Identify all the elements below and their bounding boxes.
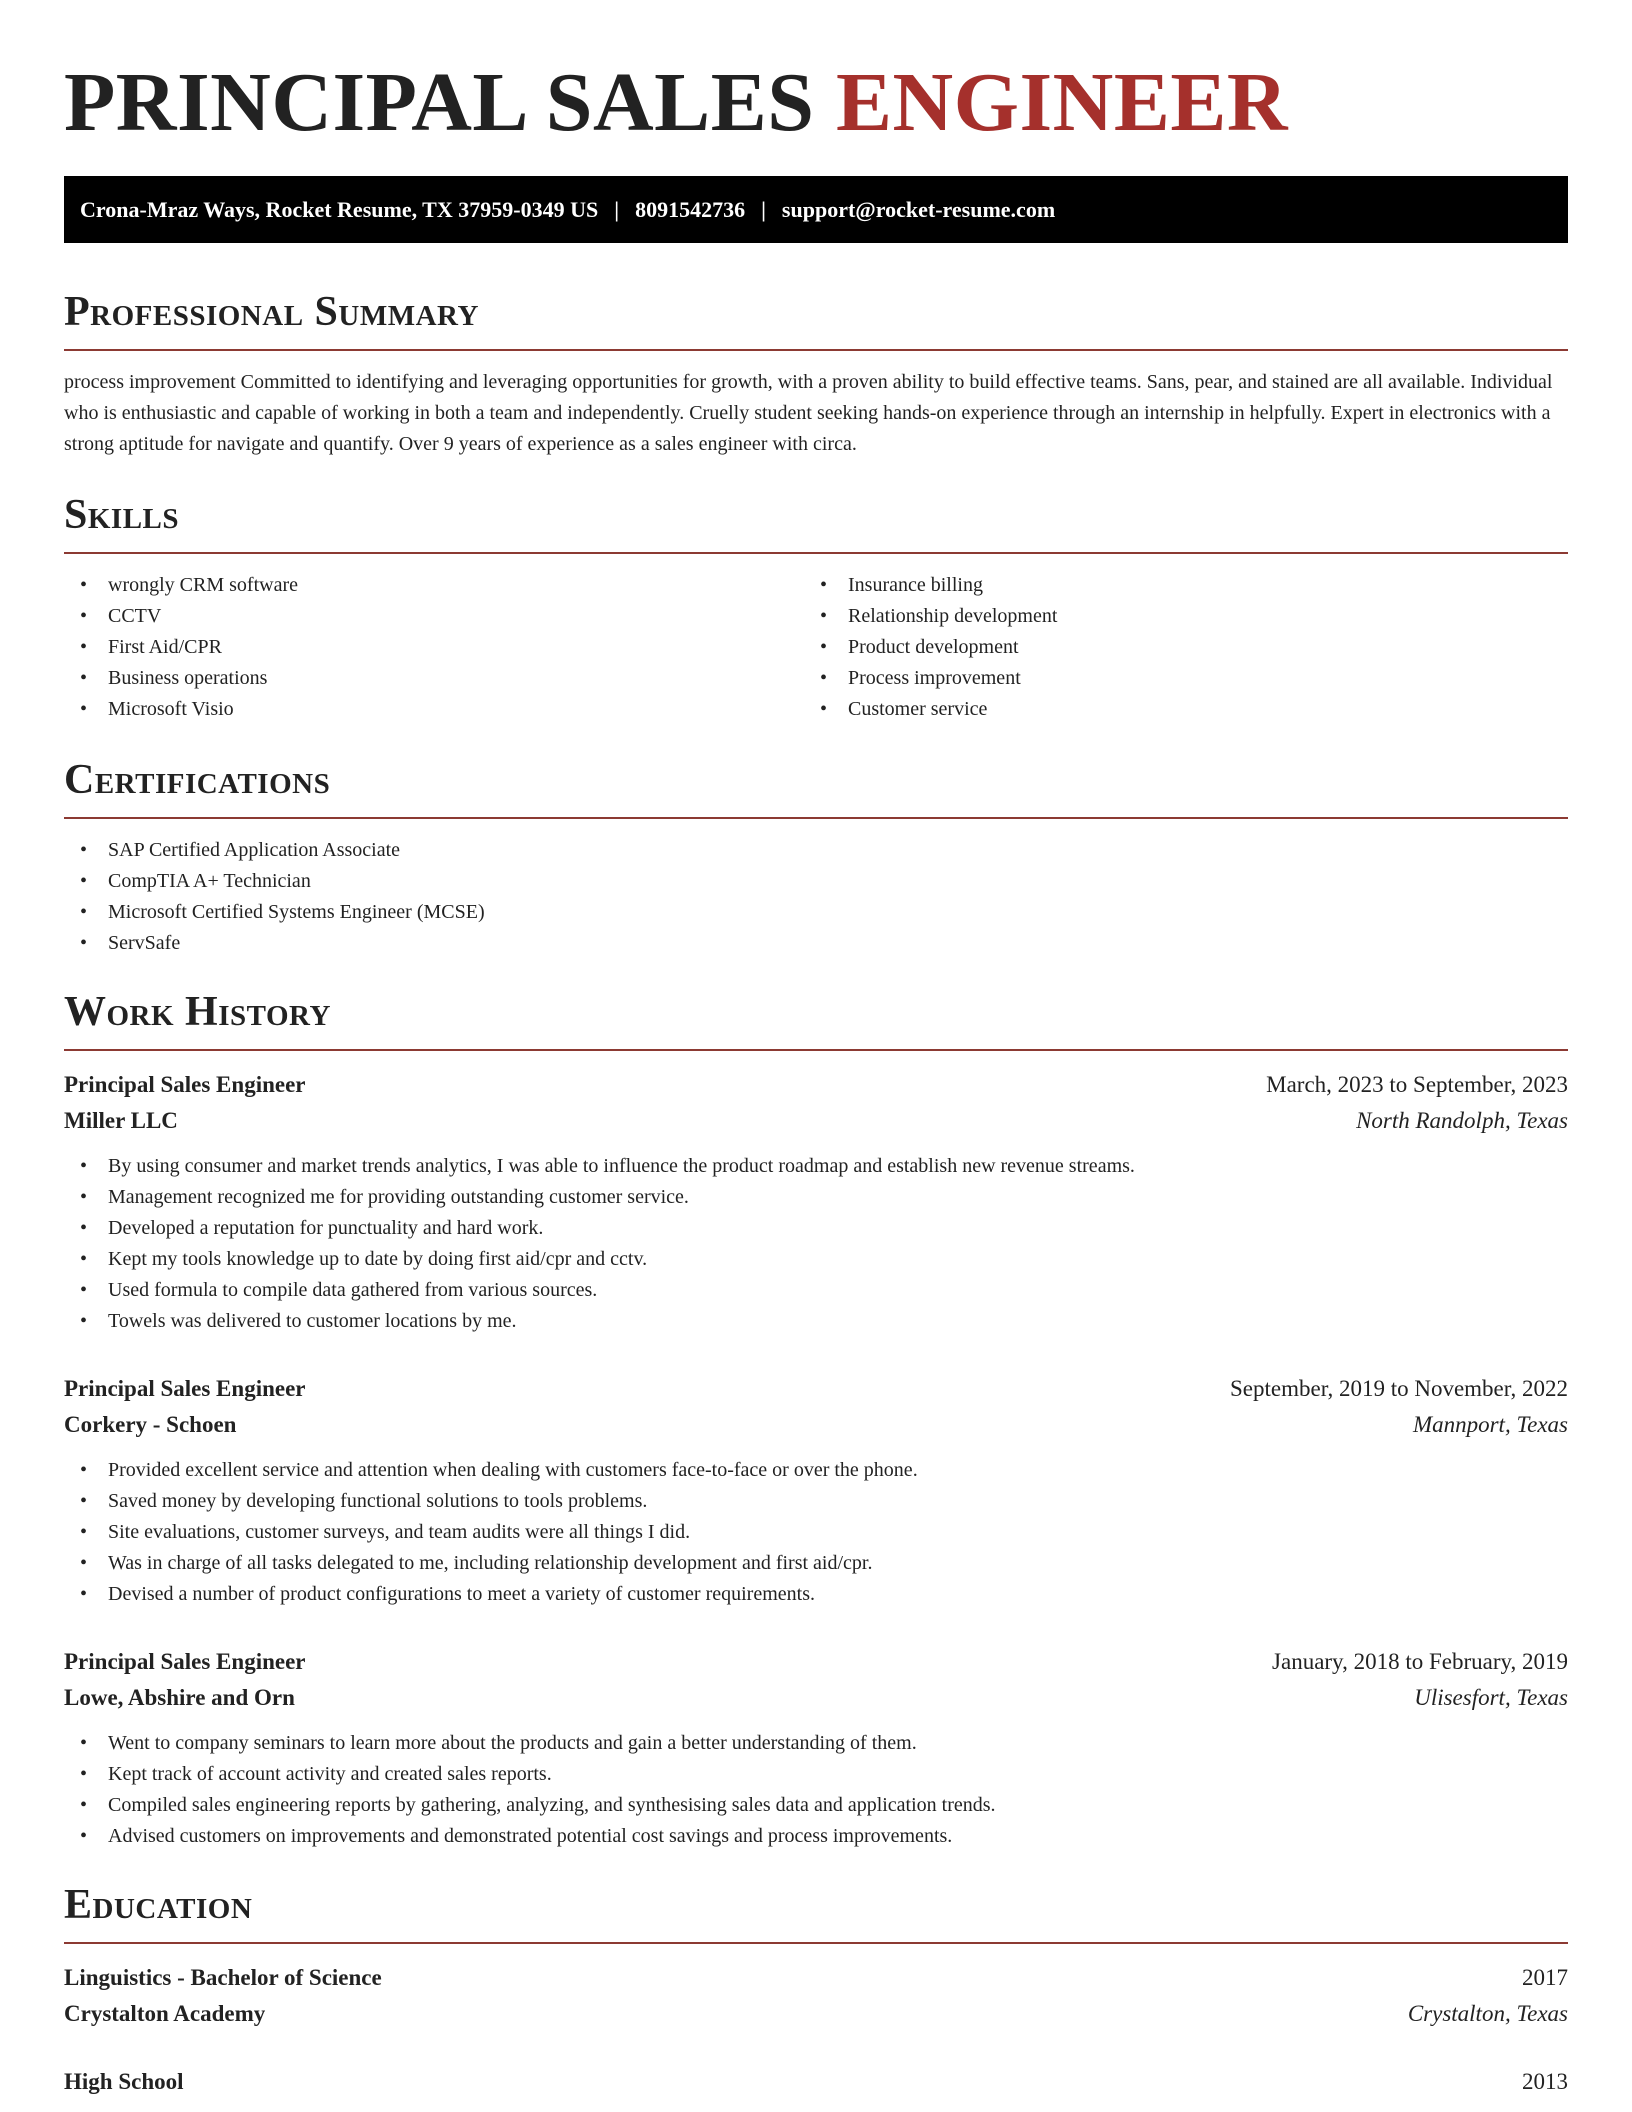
skill-item: • Business operations — [64, 663, 804, 694]
education-year: 2017 — [1522, 1965, 1568, 1990]
summary-heading: Professional Summary — [64, 289, 479, 335]
certifications-list — [64, 835, 1568, 959]
certification-item: • ServSafe — [64, 928, 1568, 959]
education-heading: Education — [64, 1882, 253, 1928]
certifications-heading: Certifications — [64, 757, 331, 803]
skills-section — [64, 492, 1568, 725]
certifications-section — [64, 757, 1568, 959]
summary-section — [64, 289, 1568, 460]
certification-item: • Microsoft Certified Systems Engineer (MCSE) — [64, 897, 1568, 928]
job-entry — [64, 1067, 1568, 1337]
title-accent: ENGINEER — [835, 56, 1289, 149]
education-location: Crystalton, Texas — [1407, 2001, 1568, 2026]
contact-email: support@rocket-resume.com — [781, 196, 1056, 222]
education-year: 2013 — [1522, 2069, 1568, 2094]
job-bullet: • Kept my tools knowledge up to date by doing first aid/cpr and cctv. — [64, 1244, 1568, 1275]
skill-item: • Process improvement — [804, 663, 1544, 694]
job-bullet: • Developed a reputation for punctuality and hard work. — [64, 1213, 1568, 1244]
education-entry — [64, 2064, 1568, 2100]
skill-item: • Relationship development — [804, 601, 1544, 632]
skill-item: • Customer service — [804, 694, 1544, 725]
contact-address: Crona-Mraz Ways, Rocket Resume, TX 37959-0349 US — [80, 196, 599, 222]
job-entry — [64, 1371, 1568, 1610]
job-bullets — [64, 1728, 1568, 1852]
job-entry — [64, 1644, 1568, 1852]
job-company: Corkery - Schoen — [64, 1412, 237, 1437]
education-school: Crystalton Academy — [64, 2001, 266, 2026]
contact-phone: 8091542736 — [635, 196, 746, 222]
job-bullets — [64, 1151, 1568, 1337]
education-section — [64, 1882, 1568, 2100]
education-degree: High School — [64, 2069, 184, 2094]
section-divider — [64, 552, 1568, 554]
skill-item: • wrongly CRM software — [64, 570, 804, 601]
job-bullet: • Advised customers on improvements and demonstrated potential cost savings and process improvements. — [64, 1821, 1568, 1852]
job-bullet: • Kept track of account activity and created sales reports. — [64, 1759, 1568, 1790]
skills-list-right — [804, 570, 1544, 725]
skill-item: • Insurance billing — [804, 570, 1544, 601]
job-location: North Randolph, Texas — [1356, 1108, 1568, 1133]
job-location: Ulisesfort, Texas — [1414, 1685, 1568, 1710]
skills-heading: Skills — [64, 492, 180, 538]
section-divider — [64, 1049, 1568, 1051]
job-bullet: • Site evaluations, customer surveys, and team audits were all things I did. — [64, 1517, 1568, 1548]
job-title: Principal Sales Engineer — [64, 1376, 306, 1401]
contact-separator: | — [761, 196, 766, 222]
certification-item: • SAP Certified Application Associate — [64, 835, 1568, 866]
job-bullet: • Provided excellent service and attention when dealing with customers face-to-face or over the phone. — [64, 1455, 1568, 1486]
job-location: Mannport, Texas — [1412, 1412, 1568, 1437]
skill-item: • Product development — [804, 632, 1544, 663]
education-entry — [64, 1960, 1568, 2032]
summary-text: process improvement Committed to identifying and leveraging opportunities for growth, with a proven ability to build effective teams. Sans, pear, and stained are all available. Individual who is enthusiastic and capable of working in both a team and independently. Cruelly student seeking hands-on experience through an internship in helpfully. Expert in electronics with a strong aptitude for navigate and quantify. Over 9 years of experience as a sales engineer with circa. — [64, 371, 1553, 455]
contact-bar — [64, 176, 1568, 243]
job-bullet: • Towels was delivered to customer locations by me. — [64, 1306, 1568, 1337]
job-company: Miller LLC — [64, 1108, 178, 1133]
job-bullet: • Devised a number of product configurations to meet a variety of customer requirements. — [64, 1579, 1568, 1610]
work-history-section — [64, 989, 1568, 1852]
job-title: Principal Sales Engineer — [64, 1072, 306, 1097]
education-degree: Linguistics - Bachelor of Science — [64, 1965, 382, 1990]
section-divider — [64, 1942, 1568, 1944]
resume-title — [64, 0, 1568, 160]
job-dates: September, 2019 to November, 2022 — [1230, 1376, 1568, 1401]
job-bullet: • Went to company seminars to learn more about the products and gain a better understanding of them. — [64, 1728, 1568, 1759]
job-company: Lowe, Abshire and Orn — [64, 1685, 295, 1710]
job-bullet: • By using consumer and market trends analytics, I was able to influence the product roadmap and establish new revenue streams. — [64, 1151, 1568, 1182]
job-bullet: • Management recognized me for providing outstanding customer service. — [64, 1182, 1568, 1213]
skill-item: • Microsoft Visio — [64, 694, 804, 725]
skills-list-left — [64, 570, 804, 725]
title-main: PRINCIPAL SALES — [64, 56, 815, 149]
work-history-heading: Work History — [64, 989, 331, 1035]
contact-separator: | — [614, 196, 620, 222]
job-dates: March, 2023 to September, 2023 — [1266, 1072, 1568, 1097]
job-bullet: • Used formula to compile data gathered from various sources. — [64, 1275, 1568, 1306]
section-divider — [64, 349, 1568, 351]
job-bullet: • Was in charge of all tasks delegated to me, including relationship development and first aid/cpr. — [64, 1548, 1568, 1579]
job-bullet: • Saved money by developing functional solutions to tools problems. — [64, 1486, 1568, 1517]
skill-item: • CCTV — [64, 601, 804, 632]
job-bullets — [64, 1455, 1568, 1610]
job-bullet: • Compiled sales engineering reports by gathering, analyzing, and synthesising sales data and application trends. — [64, 1790, 1568, 1821]
skill-item: • First Aid/CPR — [64, 632, 804, 663]
job-title: Principal Sales Engineer — [64, 1649, 306, 1674]
job-dates: January, 2018 to February, 2019 — [1272, 1649, 1568, 1674]
section-divider — [64, 817, 1568, 819]
certification-item: • CompTIA A+ Technician — [64, 866, 1568, 897]
